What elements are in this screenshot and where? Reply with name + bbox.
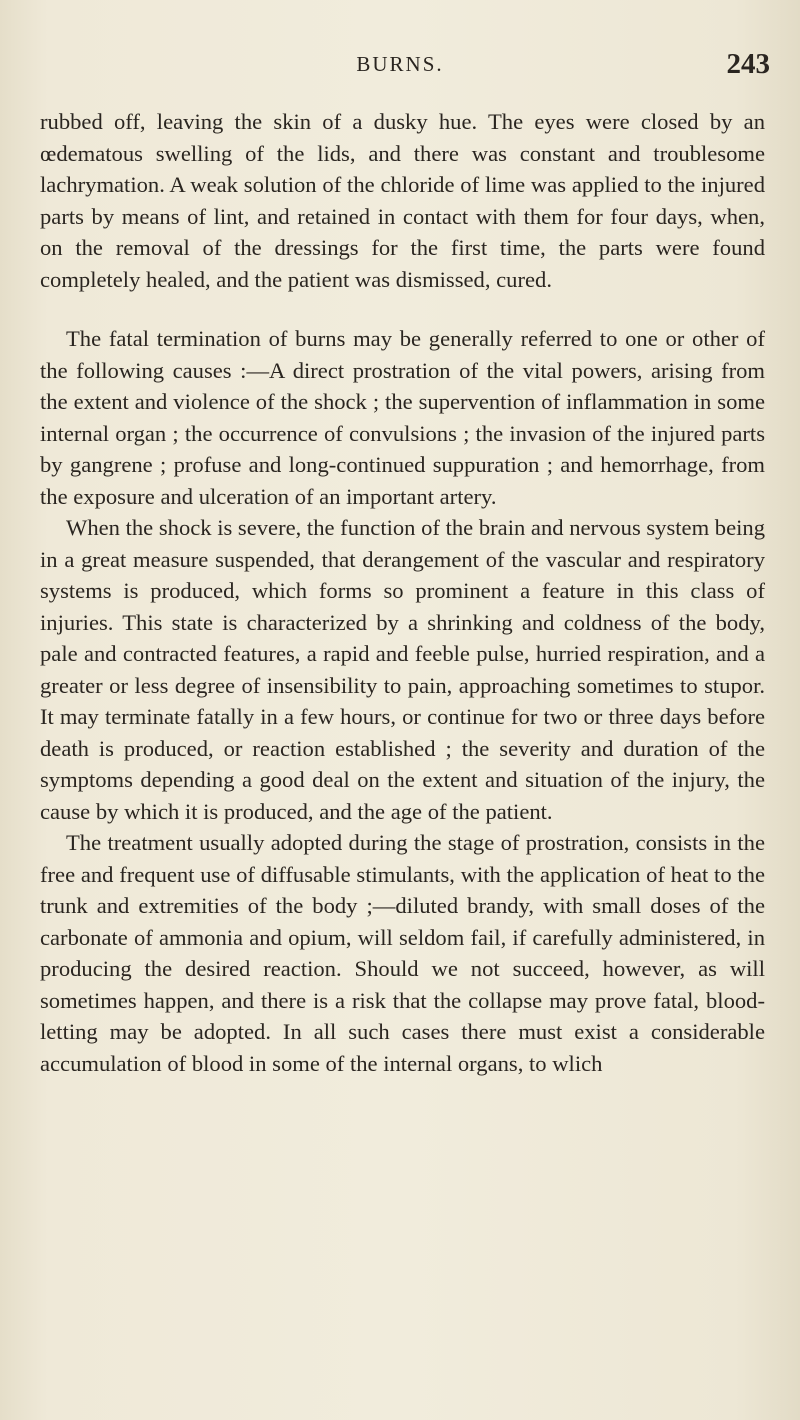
page-number: 243 [726,48,770,80]
paragraph-continuation: rubbed off, leaving the skin of a dusky hue. The eyes were closed by an œdematous swelling of the lids, and there was constant and troublesome lachrymation. A weak solution of the chloride of lime was applied to the injured parts by means of lint, and retained in contact with them for four days, when, on the removal of the dressings for the first time, the parts were found completely healed, and the patient was dismissed, cured. [40,109,765,292]
paragraph-fatal-termination: The fatal termination of burns may be generally referred to one or other of the following causes :—A direct prostration of the vital powers, arising from the extent and violence of the shock ; the supervention of inflammation in some internal organ ; the occurrence of convulsions ; the invasion of the injured parts by gangrene ; profuse and long-continued suppuration ; and hemorrhage, from the exposure and ulceration of an important artery. [40,326,765,509]
running-head [0,48,800,88]
body-text [40,106,765,1079]
paragraph-shock: When the shock is severe, the function of the brain and nervous system being in a great measure suspended, that derangement of the vascular and respiratory systems is produced, which forms so prominent a feature in this class of injuries. This state is characterized by a shrinking and coldness of the body, pale and contracted features, a rapid and feeble pulse, hurried respiration, and a greater or less degree of insensibility to pain, approaching sometimes to stupor. It may terminate fatally in a few hours, or continue for two or three days before death is produced, or reaction established ; the severity and duration of the symptoms depending a good deal on the extent and situation of the injury, the cause by which it is produced, and the age of the patient. [40,515,765,824]
paragraph-treatment: The treatment usually adopted during the stage of prostration, consists in the free and frequent use of diffusable stimulants, with the application of heat to the trunk and extremities of the body ;—diluted brandy, with small doses of the carbonate of ammonia and opium, will seldom fail, if carefully administered, in producing the desired reaction. Should we not succeed, however, as will sometimes happen, and there is a risk that the collapse may prove fatal, blood-letting may be adopted. In all such cases there must exist a considerable accumulation of blood in some of the internal organs, to wlich [40,830,765,1076]
running-title: BURNS. [356,52,444,76]
